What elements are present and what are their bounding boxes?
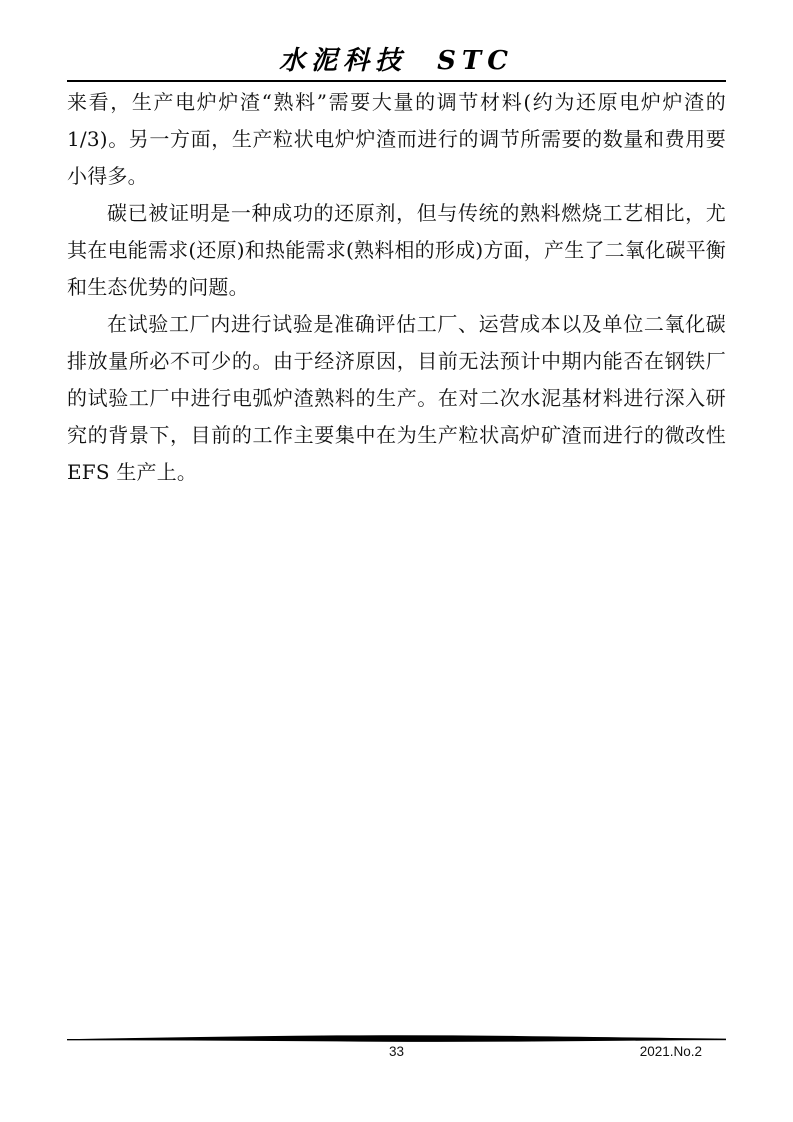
- issue-number: 2021.No.2: [639, 1044, 702, 1059]
- page-number: 33: [388, 1044, 405, 1059]
- paragraph-pilot-plant: 在试验工厂内进行试验是准确评估工厂、运营成本以及单位二氧化碳排放量所必不可少的。由于经济原因，目前无法预计中期内能否在钢铁厂的试验工厂中进行电弧炉渣熟料的生产。在对二次水泥基材料进行深入研究的背景下，目前的工作主要集中在为生产粒状高炉矿渣而进行的微改性 EFS 生产上。: [67, 312, 726, 484]
- journal-header-title: 水泥科技 STC: [279, 46, 514, 76]
- header-rule: [67, 80, 726, 82]
- article-body: [67, 84, 726, 491]
- paragraph-continuation: 来看，生产电炉炉渣“熟料”需要大量的调节材料(约为还原电炉炉渣的 1/3)。另一方面，生产粒状电炉炉渣而进行的调节所需要的数量和费用要小得多。: [67, 90, 726, 188]
- paragraph-carbon-reduction: 碳已被证明是一种成功的还原剂，但与传统的熟料燃烧工艺相比，尤其在电能需求(还原)和热能需求(熟料相的形成)方面，产生了二氧化碳平衡和生态优势的问题。: [67, 201, 726, 299]
- footer-rule: [67, 1034, 726, 1044]
- footer: [67, 1044, 726, 1062]
